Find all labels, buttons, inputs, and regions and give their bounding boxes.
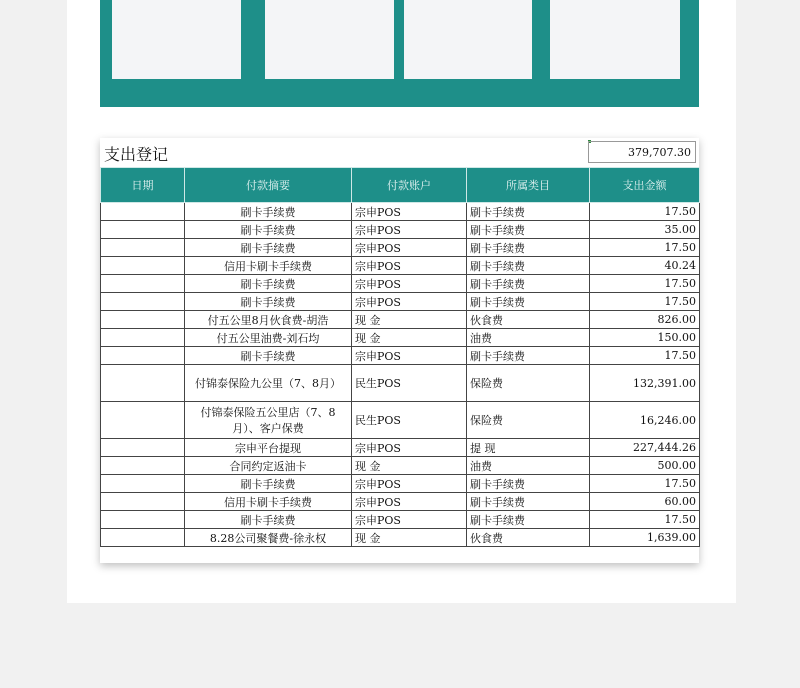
cell-account[interactable]: 民生POS — [352, 402, 467, 439]
cell-account[interactable]: 现 金 — [352, 329, 467, 347]
cell-summary[interactable]: 刷卡手续费 — [185, 347, 352, 365]
cell-date[interactable] — [101, 347, 185, 365]
cell-summary[interactable]: 付五公里8月伙食费-胡浩 — [185, 311, 352, 329]
cell-category[interactable]: 刷卡手续费 — [467, 347, 590, 365]
cell-date[interactable] — [101, 293, 185, 311]
cell-amount[interactable]: 17.50 — [590, 275, 700, 293]
cell-amount[interactable]: 17.50 — [590, 293, 700, 311]
table-row — [101, 293, 700, 311]
cell-account[interactable]: 现 金 — [352, 457, 467, 475]
cell-date[interactable] — [101, 475, 185, 493]
header-date: 日期 — [101, 168, 185, 203]
cell-category[interactable]: 刷卡手续费 — [467, 221, 590, 239]
table-row — [101, 457, 700, 475]
cell-summary[interactable]: 刷卡手续费 — [185, 239, 352, 257]
table-row — [101, 239, 700, 257]
cell-category[interactable]: 刷卡手续费 — [467, 475, 590, 493]
cell-summary[interactable]: 信用卡刷卡手续费 — [185, 493, 352, 511]
cell-date[interactable] — [101, 329, 185, 347]
expense-table — [100, 167, 700, 547]
cell-summary[interactable]: 付五公里油费-刘石均 — [185, 329, 352, 347]
cell-category[interactable]: 刷卡手续费 — [467, 511, 590, 529]
cell-account[interactable]: 民生POS — [352, 365, 467, 402]
cell-summary[interactable]: 8.28公司聚餐费-徐永权 — [185, 529, 352, 547]
cell-amount[interactable]: 826.00 — [590, 311, 700, 329]
summary-card — [550, 0, 680, 79]
cell-account[interactable]: 现 金 — [352, 311, 467, 329]
cell-amount[interactable]: 500.00 — [590, 457, 700, 475]
table-row — [101, 275, 700, 293]
table-row — [101, 347, 700, 365]
cell-account[interactable]: 宗申POS — [352, 493, 467, 511]
cell-date[interactable] — [101, 257, 185, 275]
cell-date[interactable] — [101, 365, 185, 402]
cell-date[interactable] — [101, 457, 185, 475]
cell-category[interactable]: 提 现 — [467, 439, 590, 457]
cell-account[interactable]: 宗申POS — [352, 439, 467, 457]
cell-summary[interactable]: 刷卡手续费 — [185, 221, 352, 239]
cell-amount[interactable]: 60.00 — [590, 493, 700, 511]
table-row — [101, 493, 700, 511]
cell-category[interactable]: 刷卡手续费 — [467, 493, 590, 511]
cell-summary[interactable]: 宗申平台提现 — [185, 439, 352, 457]
header-amount: 支出金额 — [590, 168, 700, 203]
cell-amount[interactable]: 40.24 — [590, 257, 700, 275]
table-row — [101, 475, 700, 493]
cell-date[interactable] — [101, 511, 185, 529]
cell-date[interactable] — [101, 402, 185, 439]
cell-amount[interactable]: 35.00 — [590, 221, 700, 239]
cell-account[interactable]: 宗申POS — [352, 203, 467, 221]
cell-date[interactable] — [101, 221, 185, 239]
expense-sheet — [100, 138, 699, 563]
cell-account[interactable]: 宗申POS — [352, 239, 467, 257]
cell-category[interactable]: 保险费 — [467, 365, 590, 402]
summary-card — [265, 0, 394, 79]
table-row — [101, 257, 700, 275]
table-row — [101, 203, 700, 221]
cell-summary[interactable]: 刷卡手续费 — [185, 475, 352, 493]
cell-date[interactable] — [101, 439, 185, 457]
cell-amount[interactable]: 17.50 — [590, 511, 700, 529]
cell-date[interactable] — [101, 239, 185, 257]
header-account: 付款账户 — [352, 168, 467, 203]
cell-amount[interactable]: 150.00 — [590, 329, 700, 347]
cell-summary[interactable]: 刷卡手续费 — [185, 203, 352, 221]
cell-amount[interactable]: 17.50 — [590, 203, 700, 221]
cell-amount[interactable]: 227,444.26 — [590, 439, 700, 457]
header-banner — [100, 0, 699, 107]
table-row — [101, 402, 700, 439]
table-body — [101, 203, 700, 547]
cell-summary[interactable]: 付锦泰保险五公里店（7、8月）、客户保费 — [185, 402, 352, 439]
table-row — [101, 439, 700, 457]
table-row — [101, 365, 700, 402]
cell-amount[interactable]: 132,391.00 — [590, 365, 700, 402]
header-row — [101, 168, 700, 203]
cell-summary[interactable]: 刷卡手续费 — [185, 275, 352, 293]
cell-account[interactable]: 宗申POS — [352, 221, 467, 239]
cell-summary[interactable]: 信用卡刷卡手续费 — [185, 257, 352, 275]
cell-date[interactable] — [101, 529, 185, 547]
cell-account[interactable]: 宗申POS — [352, 293, 467, 311]
table-row — [101, 221, 700, 239]
cell-category[interactable]: 油费 — [467, 329, 590, 347]
cell-account[interactable]: 宗申POS — [352, 511, 467, 529]
cell-summary[interactable]: 合同约定返油卡 — [185, 457, 352, 475]
cell-summary[interactable]: 刷卡手续费 — [185, 511, 352, 529]
cell-category[interactable]: 刷卡手续费 — [467, 203, 590, 221]
cell-category[interactable]: 保险费 — [467, 402, 590, 439]
summary-card — [112, 0, 241, 79]
cell-date[interactable] — [101, 203, 185, 221]
cell-amount[interactable]: 1,639.00 — [590, 529, 700, 547]
sheet-title: 支出登记 — [104, 145, 169, 164]
cell-amount[interactable]: 16,246.00 — [590, 402, 700, 439]
total-amount-cell[interactable]: 379,707.30 — [588, 141, 696, 163]
cell-amount[interactable]: 17.50 — [590, 347, 700, 365]
cell-category[interactable]: 刷卡手续费 — [467, 257, 590, 275]
cell-summary[interactable]: 刷卡手续费 — [185, 293, 352, 311]
cell-account[interactable]: 现 金 — [352, 529, 467, 547]
cell-amount[interactable]: 17.50 — [590, 475, 700, 493]
cell-category[interactable]: 刷卡手续费 — [467, 293, 590, 311]
table-row — [101, 529, 700, 547]
cell-summary[interactable]: 付锦泰保险九公里（7、8月） — [185, 365, 352, 402]
cell-amount[interactable]: 17.50 — [590, 239, 700, 257]
table-row — [101, 511, 700, 529]
cell-account[interactable]: 宗申POS — [352, 257, 467, 275]
cell-category[interactable]: 油费 — [467, 457, 590, 475]
cell-category[interactable]: 刷卡手续费 — [467, 275, 590, 293]
cell-date[interactable] — [101, 493, 185, 511]
cell-account[interactable]: 宗申POS — [352, 347, 467, 365]
cell-category[interactable]: 伙食费 — [467, 311, 590, 329]
cell-category[interactable]: 刷卡手续费 — [467, 239, 590, 257]
table-row — [101, 311, 700, 329]
header-summary: 付款摘要 — [185, 168, 352, 203]
cell-account[interactable]: 宗申POS — [352, 275, 467, 293]
header-category: 所属类目 — [467, 168, 590, 203]
cell-date[interactable] — [101, 311, 185, 329]
cell-date[interactable] — [101, 275, 185, 293]
cell-account[interactable]: 宗申POS — [352, 475, 467, 493]
summary-card — [404, 0, 532, 79]
cell-category[interactable]: 伙食费 — [467, 529, 590, 547]
table-row — [101, 329, 700, 347]
